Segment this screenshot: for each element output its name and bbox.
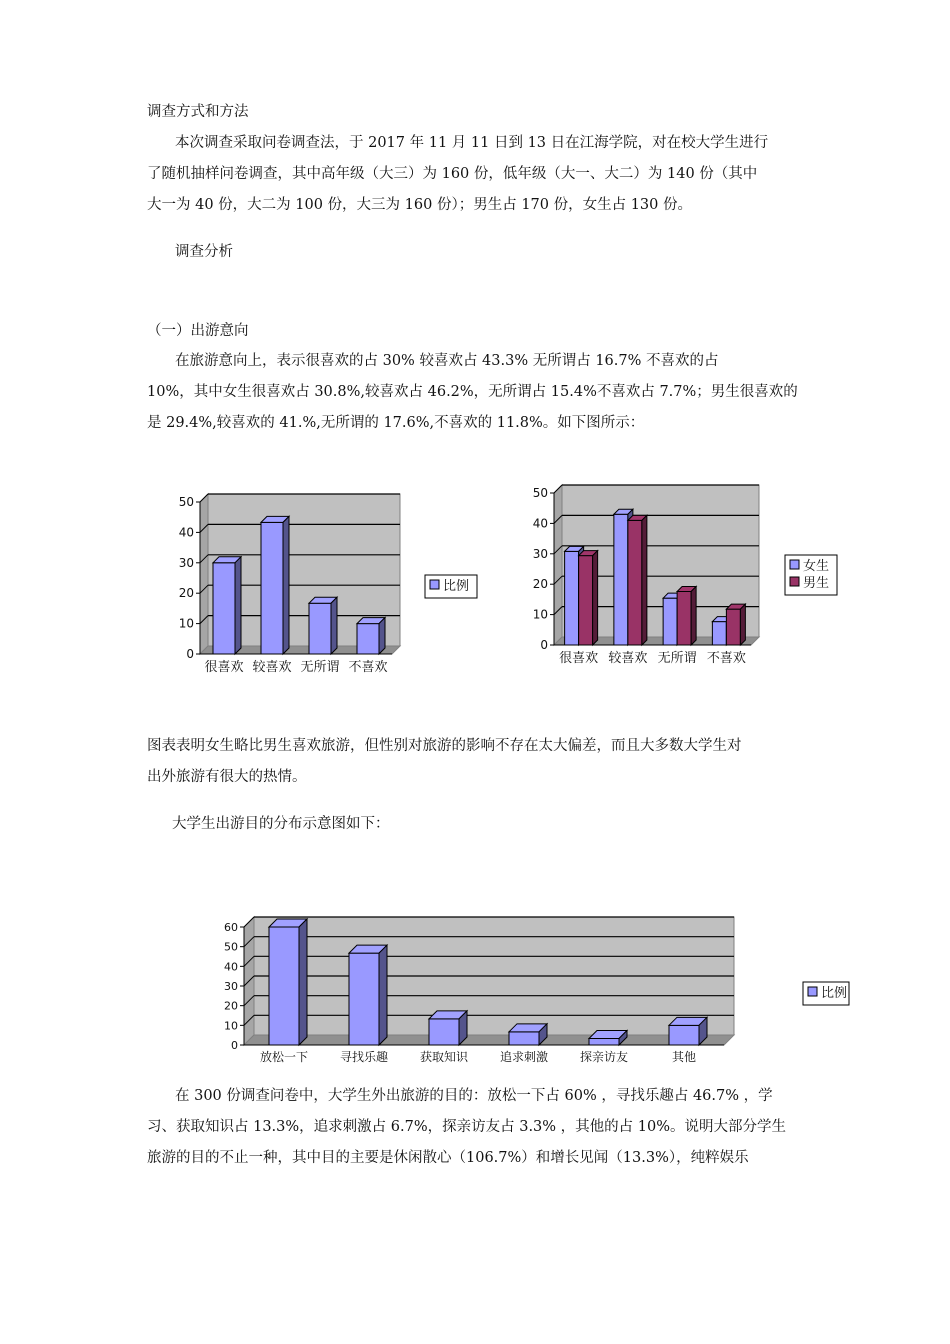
bar xyxy=(589,1039,619,1045)
y-tick-label: 10 xyxy=(224,1019,238,1033)
y-tick-label: 0 xyxy=(231,1039,238,1052)
y-tick-label: 60 xyxy=(224,921,238,934)
chart-travel-intent-by-gender xyxy=(520,475,840,675)
bar-side xyxy=(235,557,241,654)
y-tick-label: 40 xyxy=(532,516,548,531)
paragraph-line: 在 300 份调查问卷中，大学生外出旅游的目的：放松一下占 60% ，寻找乐趣占 46.7% ，学 xyxy=(175,1088,773,1104)
plot-floor xyxy=(244,1035,734,1045)
section-heading-intent: （一）出游意向 xyxy=(147,323,249,339)
x-tick-label: 无所谓 xyxy=(657,651,697,666)
bar xyxy=(614,514,628,645)
legend-label: 男生 xyxy=(803,576,830,591)
y-tick-label: 20 xyxy=(224,999,238,1013)
paragraph-line: 是 29.4%,较喜欢的 41.%,无所谓的 17.6%,不喜欢的 11.8%。如下图所示： xyxy=(147,415,645,431)
bar xyxy=(663,598,677,645)
y-tick-label: 20 xyxy=(178,586,194,601)
paragraph-line: 10%，其中女生很喜欢占 30.8%,较喜欢占 46.2%，无所谓占 15.4%不喜欢占 7.7%；男生很喜欢的 xyxy=(147,384,798,400)
section-heading-method: 调查方式和方法 xyxy=(147,104,249,120)
x-tick-label: 很喜欢 xyxy=(204,660,244,675)
chart-travel-purpose xyxy=(220,905,860,1075)
legend-swatch xyxy=(430,580,439,589)
y-tick-label: 50 xyxy=(224,940,238,954)
legend-swatch xyxy=(790,560,799,569)
x-tick-label: 放松一下 xyxy=(259,1050,309,1064)
chart-travel-intent xyxy=(160,480,500,680)
x-tick-label: 很喜欢 xyxy=(559,651,599,666)
x-tick-label: 追求刺激 xyxy=(499,1050,549,1064)
bar xyxy=(269,927,299,1045)
y-tick-label: 40 xyxy=(224,960,238,974)
bar-side xyxy=(379,618,385,654)
paragraph-line: 本次调查采取问卷调查法，于 2017 年 11 月 11 日到 13 日在江海学院，对在校大学生进行 xyxy=(175,135,769,151)
x-tick-label: 无所谓 xyxy=(300,660,340,675)
bar xyxy=(509,1032,539,1045)
paragraph-line: 出外旅游有很大的热情。 xyxy=(147,769,307,785)
bar xyxy=(357,624,379,654)
plot-side-wall xyxy=(554,485,562,645)
x-tick-label: 获取知识 xyxy=(419,1050,469,1064)
bar xyxy=(677,591,691,645)
x-tick-label: 其他 xyxy=(671,1050,697,1064)
y-tick-label: 0 xyxy=(186,647,194,661)
bar-side xyxy=(379,945,387,1045)
legend-swatch xyxy=(790,577,799,586)
bar xyxy=(628,520,642,645)
y-tick-label: 30 xyxy=(178,555,194,570)
bar xyxy=(349,953,379,1045)
paragraph-line: 图表表明女生略比男生喜欢旅游，但性别对旅游的影响不存在太大偏差，而且大多数大学生对 xyxy=(147,738,742,754)
y-tick-label: 50 xyxy=(532,486,548,500)
bar xyxy=(579,556,593,645)
y-tick-label: 0 xyxy=(540,638,548,652)
paragraph-line: 了随机抽样问卷调查，其中高年级（大三）为 160 份，低年级（大一、大二）为 140 份（其中 xyxy=(147,166,758,182)
y-tick-label: 30 xyxy=(224,980,238,993)
section-heading-analysis: 调查分析 xyxy=(175,244,233,260)
x-tick-label: 不喜欢 xyxy=(348,660,388,675)
y-tick-label: 20 xyxy=(532,577,548,592)
paragraph-line: 大学生出游目的分布示意图如下： xyxy=(172,816,390,832)
bar-side xyxy=(283,516,289,654)
bar xyxy=(213,563,235,654)
legend-swatch xyxy=(808,987,817,996)
legend-label: 女生 xyxy=(803,559,830,574)
bar xyxy=(565,551,579,645)
bar xyxy=(726,609,740,645)
paragraph-line: 习、获取知识占 13.3%，追求刺激占 6.7%，探亲访友占 3.3% ，其他的占 10%。说明大部分学生 xyxy=(147,1119,787,1135)
bar xyxy=(669,1025,699,1045)
x-tick-label: 较喜欢 xyxy=(608,651,648,666)
x-tick-label: 探亲访友 xyxy=(579,1050,629,1064)
bar xyxy=(261,522,283,654)
paragraph-line: 在旅游意向上，表示很喜欢的占 30% 较喜欢占 43.3% 无所谓占 16.7% 不喜欢的占 xyxy=(175,353,719,369)
legend-label: 比例 xyxy=(821,986,848,1001)
bar xyxy=(309,603,331,654)
paragraph-line: 大一为 40 份，大二为 100 份，大三为 160 份）；男生占 170 份，女生占 130 份。 xyxy=(147,197,692,213)
bar-side xyxy=(299,919,307,1045)
bar xyxy=(712,622,726,645)
bar-side xyxy=(593,551,598,645)
x-tick-label: 不喜欢 xyxy=(706,651,746,666)
y-tick-label: 40 xyxy=(178,525,194,540)
bar-side xyxy=(740,604,745,645)
bar-side xyxy=(642,515,647,645)
plot-side-wall xyxy=(200,494,208,654)
bar xyxy=(429,1019,459,1045)
legend-label: 比例 xyxy=(443,579,470,594)
x-tick-label: 较喜欢 xyxy=(252,660,292,675)
y-tick-label: 30 xyxy=(532,546,548,561)
bar-side xyxy=(691,586,696,645)
y-tick-label: 10 xyxy=(532,607,548,622)
bar-side xyxy=(331,597,337,654)
y-tick-label: 50 xyxy=(178,495,194,509)
x-tick-label: 寻找乐趣 xyxy=(339,1050,389,1064)
paragraph-line: 旅游的目的不止一种，其中目的主要是休闲散心（106.7%）和增长见闻（13.3%），纯粹娱乐 xyxy=(147,1150,749,1166)
y-tick-label: 10 xyxy=(178,616,194,631)
